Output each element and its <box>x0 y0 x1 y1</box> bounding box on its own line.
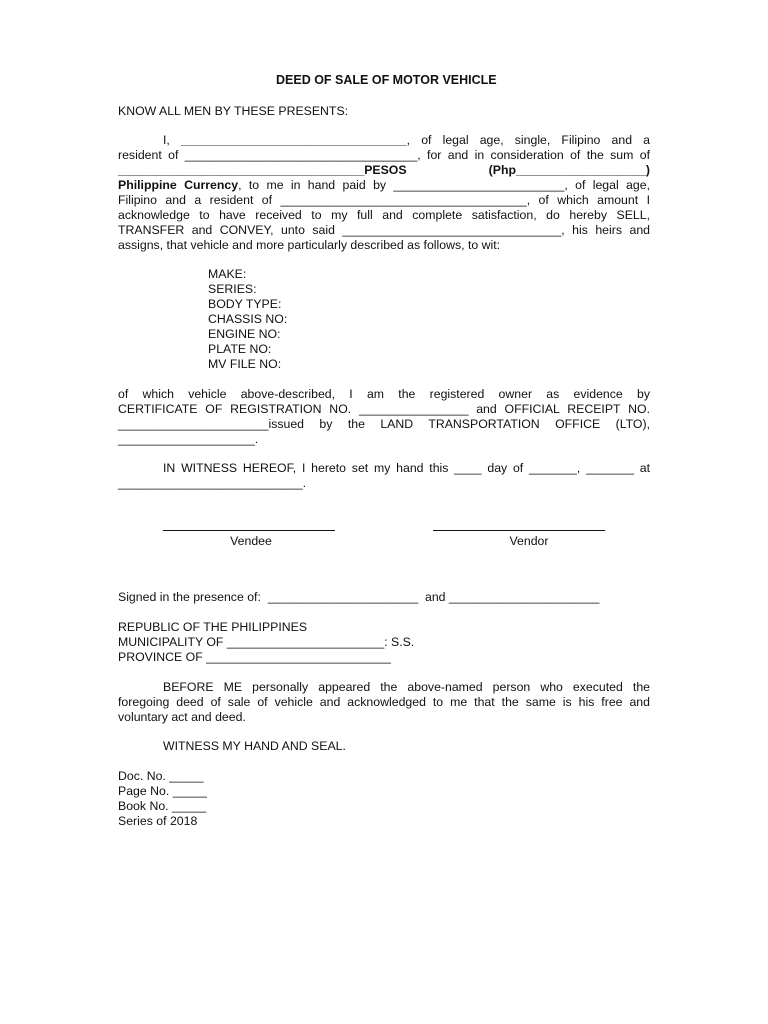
vendee-signature-line <box>163 530 335 531</box>
paragraph-line: assigns, that vehicle and more particularly described as follows, to wit: <box>118 238 501 252</box>
paragraph-line: ______________________issued by the LAND TRANSPORTATION OFFICE (LTO), <box>118 417 650 431</box>
jurisdiction-province: PROVINCE OF ___________________________ <box>118 650 391 664</box>
paragraph-line: BEFORE ME personally appeared the above-named person who executed the <box>163 680 650 694</box>
paragraph-line: CERTIFICATE OF REGISTRATION NO. ________________ and OFFICIAL RECEIPT NO. <box>118 402 650 416</box>
paragraph-line: acknowledge to have received to my full and complete satisfaction, do hereby SELL, <box>118 208 650 222</box>
opening-line: KNOW ALL MEN BY THESE PRESENTS: <box>118 104 349 118</box>
sale-paragraph <box>118 133 650 253</box>
paragraph-line: TRANSFER and CONVEY, unto said ________________________________, his heirs and <box>118 223 650 237</box>
paragraph-line: I, _________________________________, of legal age, single, Filipino and a <box>163 133 651 147</box>
paragraph-line: resident of __________________________________, for and in consideration of the sum of <box>118 148 650 162</box>
field-series: SERIES: <box>208 282 257 296</box>
vendor-label: Vendor <box>509 534 549 548</box>
doc-no: Doc. No. _____ <box>118 769 204 783</box>
field-body-type: BODY TYPE: <box>208 297 282 311</box>
vendor-signature-line <box>433 530 605 531</box>
jurisdiction-country: REPUBLIC OF THE PHILIPPINES <box>118 620 308 634</box>
paragraph-line: of which vehicle above-described, I am the registered owner as evidence by <box>118 387 650 401</box>
registration-paragraph <box>118 387 650 447</box>
paragraph-line: Philippine Currency, to me in hand paid by _________________________, of legal age, <box>118 178 650 192</box>
notary-paragraph <box>118 680 650 725</box>
paragraph-line: voluntary act and deed. <box>118 710 246 724</box>
document-title: DEED OF SALE OF MOTOR VEHICLE <box>276 73 497 87</box>
field-chassis-no: CHASSIS NO: <box>208 312 288 326</box>
paragraph-line: Filipino and a resident of ____________________________________, of which amount I <box>118 193 650 207</box>
paragraph-line: IN WITNESS HEREOF, I hereto set my hand this ____ day of _______, _______ at <box>163 461 650 475</box>
paragraph-line: foregoing deed of sale of vehicle and acknowledged to me that the same is his free and <box>118 695 650 709</box>
jurisdiction-municipality: MUNICIPALITY OF _______________________: S.S. <box>118 635 415 649</box>
series-year: Series of 2018 <box>118 814 198 828</box>
witnesses-line: Signed in the presence of: ______________________ and ______________________ <box>118 590 600 604</box>
page-no: Page No. _____ <box>118 784 207 798</box>
paragraph-line: ___________________________. <box>118 476 307 490</box>
paragraph-line: ____________________________________PESOS (Php___________________) <box>118 163 650 177</box>
vendee-label: Vendee <box>230 534 272 548</box>
paragraph-line: ____________________. <box>118 432 259 446</box>
field-make: MAKE: <box>208 267 247 281</box>
field-mv-file-no: MV FILE NO: <box>208 357 282 371</box>
field-engine-no: ENGINE NO: <box>208 327 281 341</box>
vehicle-fields-list <box>208 267 287 372</box>
witness-paragraph <box>118 461 650 491</box>
witness-seal-line: WITNESS MY HAND AND SEAL. <box>163 739 346 753</box>
field-plate-no: PLATE NO: <box>208 342 272 356</box>
book-no: Book No. _____ <box>118 799 207 813</box>
